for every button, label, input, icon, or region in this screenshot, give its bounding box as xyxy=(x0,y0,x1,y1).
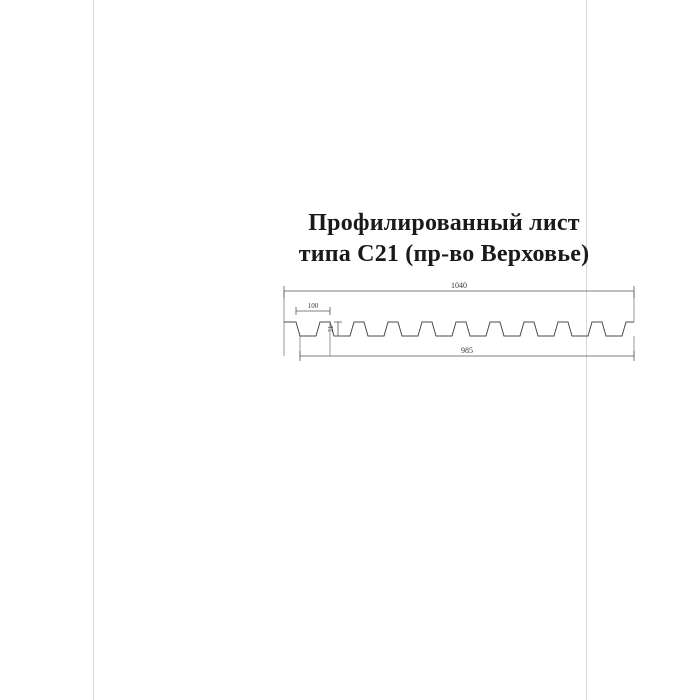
title-line-1: Профилированный лист xyxy=(308,210,580,236)
title-line-2: типа С21 (пр-во Верховье) xyxy=(298,241,590,267)
dim-label-height: 21 xyxy=(327,325,335,333)
technical-drawing xyxy=(254,278,654,388)
dim-label-working-width: 985 xyxy=(461,346,473,355)
page-margin-left xyxy=(0,0,93,700)
page-title xyxy=(94,208,700,270)
profile-outline xyxy=(284,322,634,336)
document-sheet xyxy=(93,0,590,700)
dim-label-pitch: 100 xyxy=(307,302,319,310)
dim-label-total-width: 1040 xyxy=(451,281,467,290)
